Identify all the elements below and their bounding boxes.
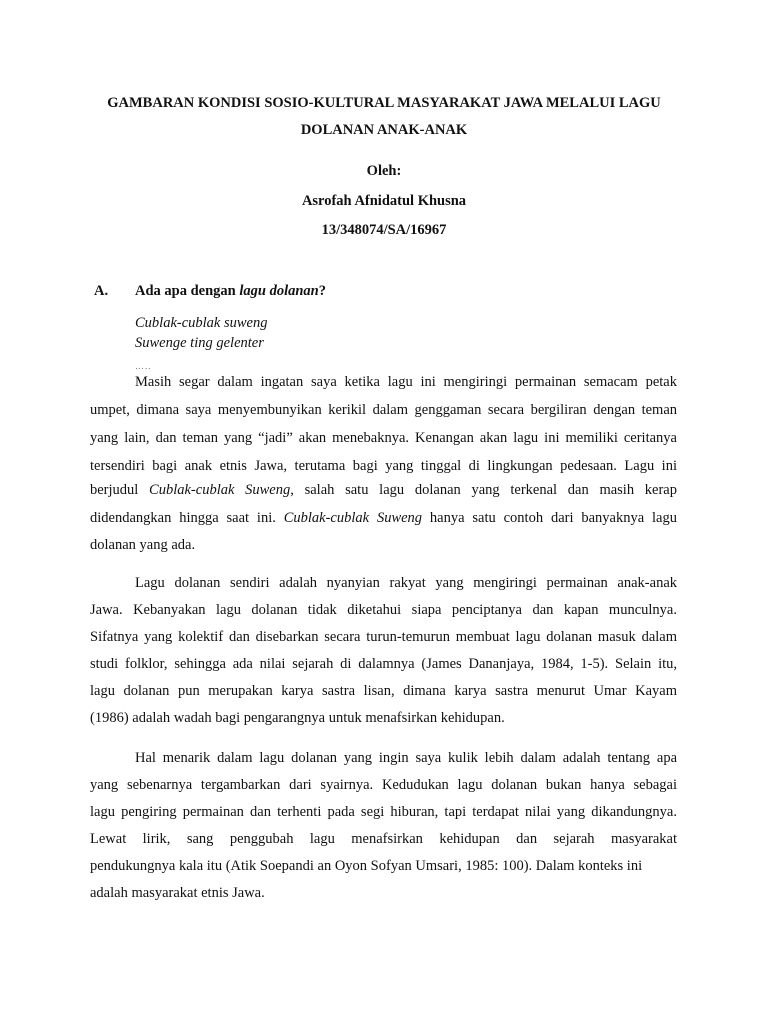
- paragraph-3-line: lagu pengiring permainan dan terhenti pada segi hiburan, tapi terdapat nilai yang dikandungnya.: [90, 804, 677, 820]
- paragraph-3-line: Hal menarik dalam lagu dolanan yang ingin saya kulik lebih dalam adalah tentang apa: [135, 750, 677, 766]
- paragraph-2-line: studi folklor, sehingga ada nilai sejarah di dalamnya (James Dananjaya, 1984, 1-5). Selain itu,: [90, 656, 677, 672]
- paragraph-1-line: umpet, dimana saya menyembunyikan kerikil dalam genggaman secara bergiliran dengan teman: [90, 402, 677, 418]
- title-line-2: DOLANAN ANAK-ANAK: [300, 122, 468, 138]
- text-run: hanya satu contoh dari banyaknya lagu: [422, 510, 677, 526]
- paragraph-1-line: [90, 510, 677, 527]
- paragraph-1-line: tersendiri bagi anak etnis Jawa, terutama bagi yang tinggal di lingkungan pedesaan. Lagu ini: [90, 458, 677, 474]
- verse-ellipsis: …..: [135, 361, 152, 371]
- author-name: Asrofah Afnidatul Khusna: [301, 193, 467, 209]
- paragraph-2-line: lagu dolanan pun merupakan karya sastra lisan, dimana karya sastra menurut Umar Kayam: [90, 683, 677, 699]
- paragraph-2-line: Jawa. Kebanyakan lagu dolanan tidak diketahui siapa penciptanya dan kapan munculnya.: [90, 602, 677, 618]
- section-number: A.: [94, 283, 109, 299]
- text-run: berjudul: [90, 482, 150, 498]
- section-heading-prefix: Ada apa dengan: [135, 283, 240, 299]
- title-line-1: GAMBARAN KONDISI SOSIO-KULTURAL MASYARAKAT JAWA MELALUI LAGU: [107, 95, 661, 111]
- paragraph-1-line: yang lain, dan teman yang “jadi” akan menebaknya. Kenangan akan lagu ini memiliki ceritanya: [90, 430, 677, 446]
- paragraph-1-line: [90, 482, 677, 499]
- song-title-italic: Cublak-cublak Suweng: [149, 482, 291, 498]
- section-heading: [135, 283, 326, 300]
- student-id: 13/348074/SA/16967: [321, 222, 447, 238]
- paragraph-3-line: pendukungnya kala itu (Atik Soepandi an Oyon Sofyan Umsari, 1985: 100). Dalam konteks ini: [90, 858, 643, 874]
- byline-label: Oleh:: [366, 163, 402, 179]
- paragraph-3-line: adalah masyarakat etnis Jawa.: [90, 885, 265, 901]
- text-run: didendangkan hingga saat ini.: [90, 510, 284, 526]
- section-heading-italic: lagu dolanan: [239, 283, 319, 299]
- paragraph-3-line: yang sebenarnya tergambarkan dari syairnya. Kedudukan lagu dolanan bukan hanya sebagai: [90, 777, 677, 793]
- verse-line-1: Cublak-cublak suweng: [135, 315, 268, 331]
- verse-line-2: Suwenge ting gelenter: [135, 335, 264, 351]
- song-title-italic: Cublak-cublak Suweng: [283, 510, 423, 526]
- paragraph-2-line: (1986) adalah wadah bagi pengarangnya untuk menafsirkan kehidupan.: [90, 710, 505, 726]
- text-run: , salah satu lagu dolanan yang terkenal dan masih kerap: [290, 482, 677, 498]
- paragraph-2-line: Sifatnya yang kolektif dan disebarkan secara turun-temurun membuat lagu dolanan masuk dalam: [90, 629, 677, 645]
- paragraph-1-line: dolanan yang ada.: [90, 537, 196, 553]
- paragraph-2-line: Lagu dolanan sendiri adalah nyanyian rakyat yang mengiringi permainan anak-anak: [135, 575, 677, 591]
- paragraph-3-line: Lewat lirik, sang penggubah lagu menafsirkan kehidupan dan sejarah masyarakat: [90, 831, 677, 847]
- section-heading-suffix: ?: [318, 283, 326, 299]
- paragraph-1-line: Masih segar dalam ingatan saya ketika lagu ini mengiringi permainan semacam petak: [135, 374, 677, 390]
